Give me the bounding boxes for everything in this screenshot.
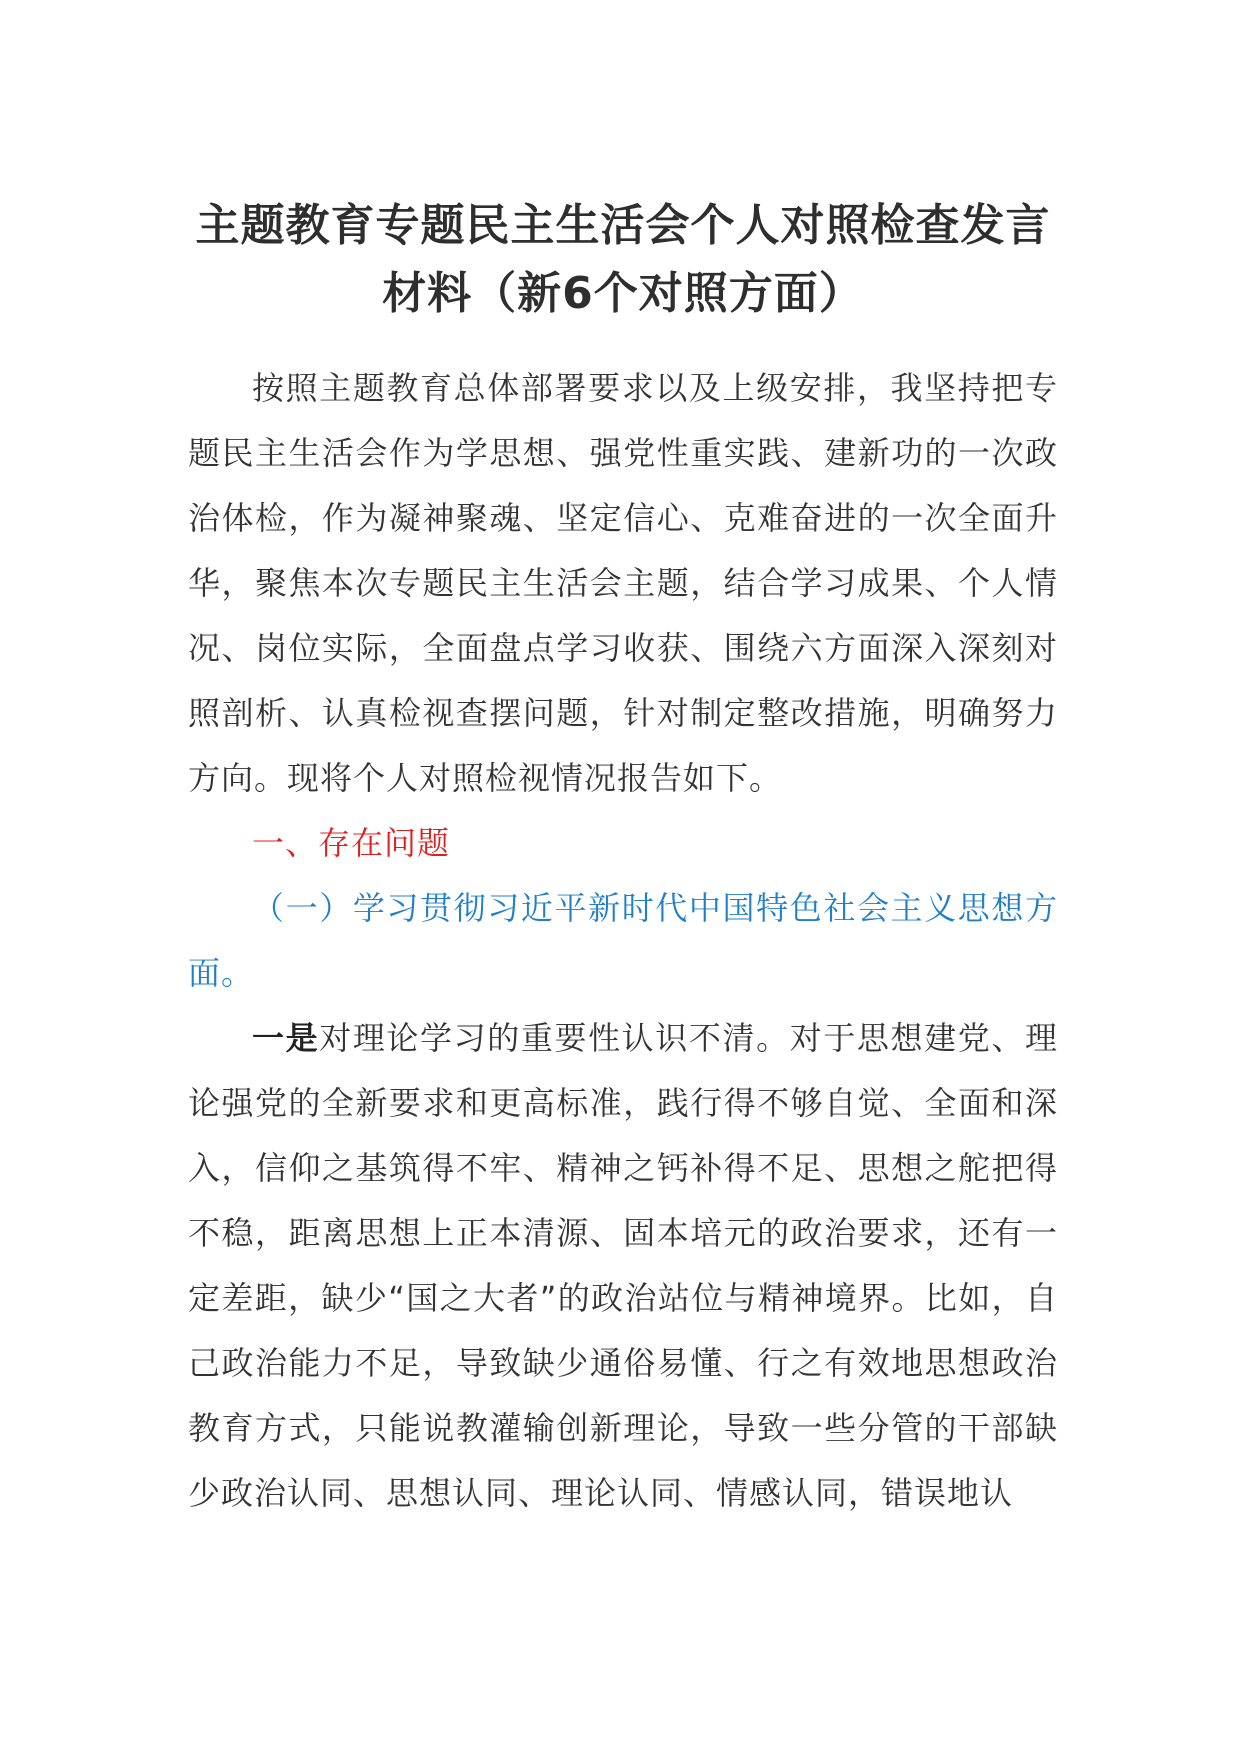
point-lead: 一是 [252, 1019, 320, 1057]
title-line-2: 材料（新6个对照方面） [382, 268, 864, 319]
document-body [188, 356, 1058, 1526]
title-line-1: 主题教育专题民主生活会个人对照检查发言 [195, 200, 1051, 251]
intro-paragraph: 按照主题教育总体部署要求以及上级安排，我坚持把专题民主生活会作为学思想、强党性重实践、建新功的一次政治体检，作为凝神聚魂、坚定信心、克难奋进的一次全面升华，聚焦本次专题民主生活会主题，结合学习成果、个人情况、岗位实际，全面盘点学习收获、围绕六方面深入深刻对照剖析、认真检视查摆问题，针对制定整改措施，明确努力方向。现将个人对照检视情况报告如下。 [188, 369, 1058, 797]
subsection-heading-theory-study: （一）学习贯彻习近平新时代中国特色社会主义思想方面。 [188, 889, 1058, 992]
section-heading-problems: 一、存在问题 [252, 824, 451, 862]
document-page [188, 192, 1058, 1526]
point-text: 对理论学习的重要性认识不清。对于思想建党、理论强党的全新要求和更高标准，践行得不够自觉、全面和深入，信仰之基筑得不牢、精神之钙补得不足、思想之舵把得不稳，距离思想上正本清源、固本培元的政治要求，还有一定差距，缺少“国之大者”的政治站位与精神境界。比如，自己政治能力不足，导致缺少通俗易懂、行之有效地思想政治教育方式，只能说教灌输创新理论，导致一些分管的干部缺少政治认同、思想认同、理论认同、情感认同，错误地认 [188, 1019, 1058, 1512]
point-paragraph-1 [188, 1006, 1058, 1526]
document-title [188, 192, 1058, 328]
